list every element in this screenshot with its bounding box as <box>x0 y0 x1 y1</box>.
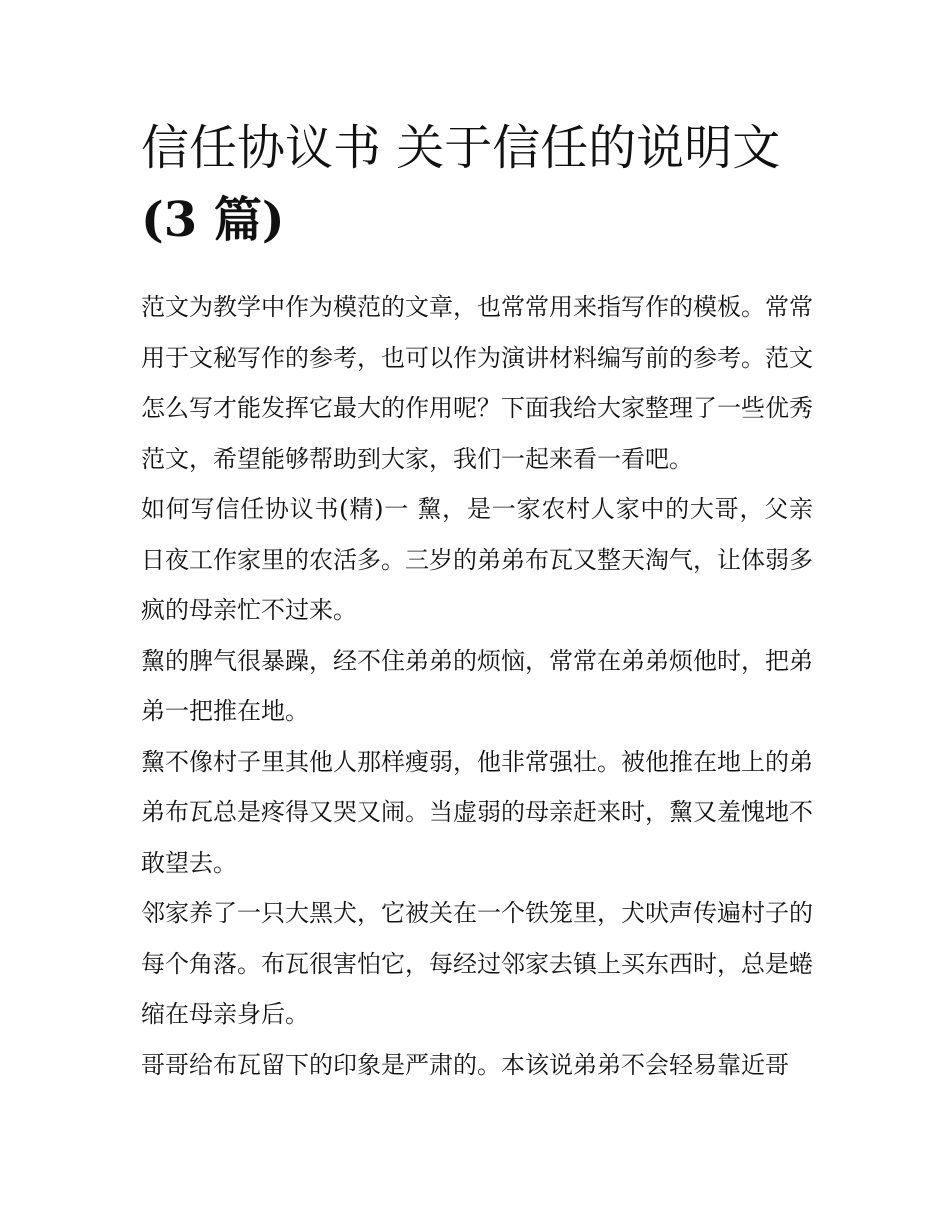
paragraph-4: 邻家养了一只大黑犬，它被关在一个铁笼里，犬吠声传遍村子的每个角落。布瓦很害怕它，每经过邻家去镇上买东西时，总是蜷缩在母亲身后。 <box>141 899 813 1028</box>
document-body <box>141 282 813 1090</box>
document-title-count: (3 篇) <box>141 192 285 248</box>
document-title <box>141 112 813 256</box>
paragraph-2: 黧的脾气很暴躁，经不住弟弟的烦恼，常常在弟弟烦他时，把弟弟一把推在地。 <box>141 646 813 725</box>
paragraph-3: 黧不像村子里其他人那样瘦弱，他非常强壮。被他推在地上的弟弟布瓦总是疼得又哭又闹。当虚弱的母亲赶来时，黧又羞愧地不敢望去。 <box>141 747 813 877</box>
paragraph-5: 哥哥给布瓦留下的印象是严肃的。本该说弟弟不会轻易靠近哥 <box>141 1050 789 1079</box>
document-title-main: 信任协议书 关于信任的说明文 <box>141 120 781 176</box>
document-content <box>141 112 813 1090</box>
paragraph-intro: 范文为教学中作为模范的文章，也常常用来指写作的模板。常常用于文秘写作的参考，也可以作为演讲材料编写前的参考。范文怎么写才能发挥它最大的作用呢？下面我给大家整理了一些优秀范文，希望能够帮助到大家，我们一起来看一看吧。 <box>141 293 813 473</box>
paragraph-1: 如何写信任协议书(精)一 黧，是一家农村人家中的大哥，父亲日夜工作家里的农活多。三岁的弟弟布瓦又整天淘气，让体弱多疯的母亲忙不过来。 <box>141 495 813 624</box>
